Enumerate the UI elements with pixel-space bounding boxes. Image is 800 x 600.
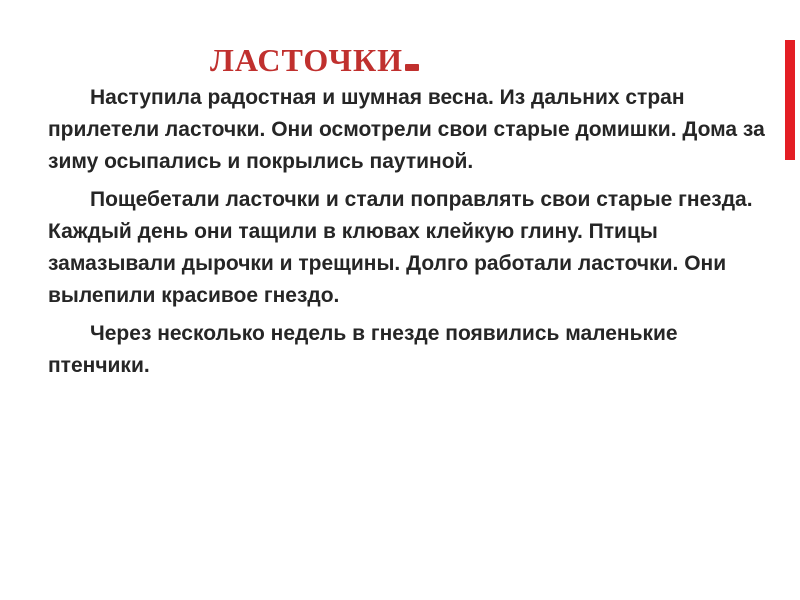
paragraph-3: Через несколько недель в гнезде появились маленькие птенчики. xyxy=(48,322,678,377)
slide-title-text: ЛАСТОЧКИ xyxy=(210,42,404,78)
paragraph-1: Наступила радостная и шумная весна. Из дальних стран прилетели ласточки. Они осмотрели свои старые домишки. Дома за зиму осыпались и покрылись паутиной. xyxy=(48,86,765,173)
slide-title xyxy=(210,40,419,80)
title-dot xyxy=(405,64,419,71)
story-text xyxy=(48,82,773,388)
accent-bar xyxy=(785,40,795,160)
paragraph-2: Пощебетали ласточки и стали поправлять свои старые гнезда. Каждый день они тащили в клювах клейкую глину. Птицы замазывали дырочки и трещины. Долго работали ласточки. Они вылепили красивое гнездо. xyxy=(48,188,753,307)
